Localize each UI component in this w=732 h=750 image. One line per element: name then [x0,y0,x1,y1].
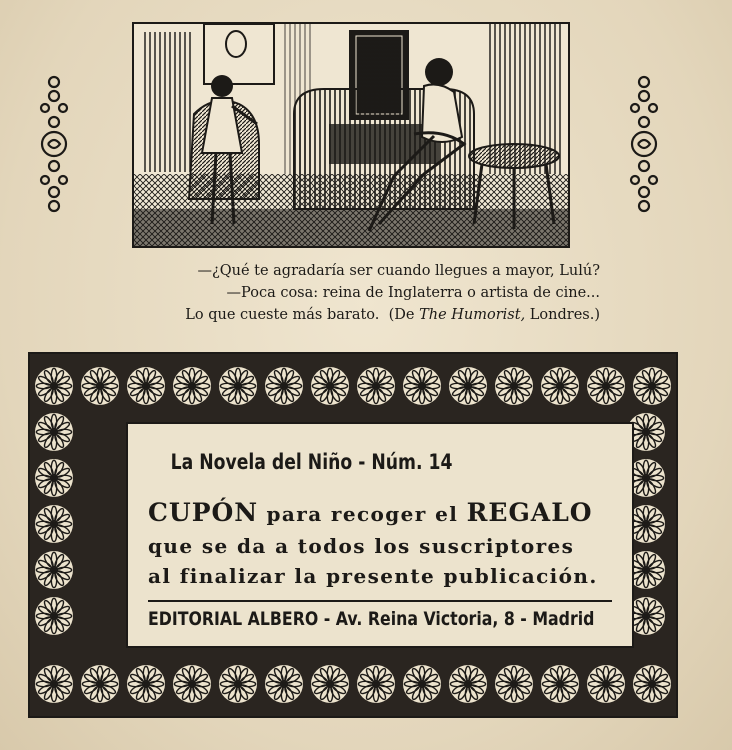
flower-rosette-icon [173,665,211,703]
coupon-line-3: al finalizar la presente publicación. [148,564,598,588]
flower-rosette-icon [127,367,165,405]
flower-rosette-icon [265,367,303,405]
flower-rosette-icon [311,665,349,703]
flower-rosette-icon [403,665,441,703]
flower-rosette-icon [449,367,487,405]
caption-line-answer: —Poca cosa: reina de Inglaterra o artista de cine... [226,285,600,301]
flower-rosette-icon [219,665,257,703]
flower-rosette-icon [403,367,441,405]
flower-rosette-icon [35,597,73,635]
coupon-divider [148,600,612,602]
flower-rosette-icon [633,665,671,703]
flower-rosette-icon [127,665,165,703]
flower-rosette-icon [633,367,671,405]
flower-rosette-icon [311,367,349,405]
source-open: (De [388,307,415,323]
flower-rosette-icon [541,367,579,405]
source-close: Londres.) [529,307,600,323]
caption-line-source [100,304,600,326]
source-title: The Humorist, [419,307,526,323]
floral-ornament-icon [36,74,72,214]
flower-rosette-icon [495,665,533,703]
flower-rosette-icon [81,665,119,703]
coupon-line-1-middle: para recoger el [266,502,459,526]
flower-rosette-icon [219,367,257,405]
cupon-word: CUPÓN [148,498,259,527]
flower-rosette-icon [35,505,73,543]
flower-rosette-icon [35,459,73,497]
caption-line-question: —¿Qué te agradaría ser cuando llegues a mayor, Lulú? [197,263,600,279]
floral-ornament-icon [626,74,662,214]
flower-rosette-icon [35,551,73,589]
caption-punchline: Lo que cueste más barato. [185,307,380,323]
flower-rosette-icon [35,665,73,703]
flower-rosette-icon [357,665,395,703]
flower-rosette-icon [587,665,625,703]
joke-caption [100,260,600,326]
cartoon-illustration [132,22,570,248]
coupon-footer: EDITORIAL ALBERO - Av. Reina Victoria, 8 - Madrid [148,608,595,630]
regalo-word: REGALO [466,498,593,527]
flower-rosette-icon [265,665,303,703]
flower-rosette-icon [587,367,625,405]
flower-rosette-icon [495,367,533,405]
flower-rosette-icon [357,367,395,405]
coupon-header: La Novela del Niño - Núm. 14 [170,450,453,474]
living-room-scene-image [134,24,568,246]
coupon-text-panel [126,422,634,648]
flower-rosette-icon [81,367,119,405]
coupon-line-2: que se da a todos los suscriptores [148,534,575,558]
flower-rosette-icon [541,665,579,703]
flower-rosette-icon [449,665,487,703]
flower-rosette-icon [35,413,73,451]
coupon-line-1 [148,498,618,527]
flower-rosette-icon [35,367,73,405]
flower-rosette-icon [173,367,211,405]
subscription-coupon [28,352,678,718]
